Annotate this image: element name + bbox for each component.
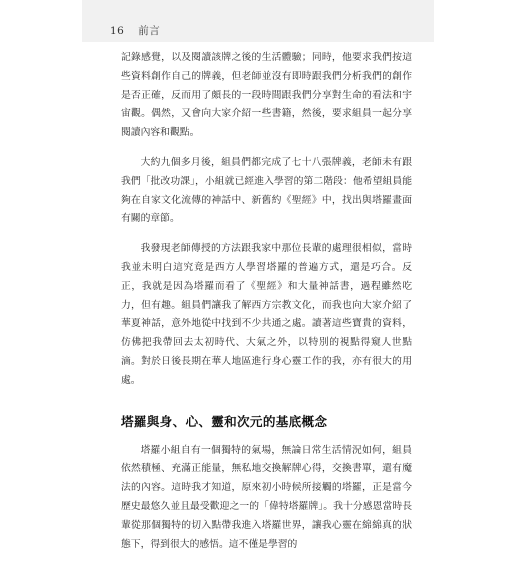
page-header [82,0,434,42]
section-heading: 塔羅與身、心、靈和次元的基底概念 [121,413,328,429]
page-number: 16 [110,25,125,37]
body-paragraph: 大約九個多月後，組員們都完成了七十八張牌義，老師未有跟我們「批改功課」，小組就已經進入學習的第二階段：他希望組員能夠在自家文化流傳的神話中、新舊約《聖經》中，找出與塔羅畫面有關的章節。 [121,156,412,225]
body-paragraph: 我發現老師傳授的方法跟我家中那位長輩的處理很相似，當時我並未明白這究竟是西方人學習塔羅的普遍方式，還是巧合。反正，我就是因為塔羅而看了《聖經》和大量神話書，過程雖然吃力，但有趣。組員們讓我了解西方宗教文化，而我也向大家介紹了華夏神話，意外地從中找到不少共通之處。讀著這些寶貴的資料，仿佛把我帶回去太初時代、大氣之外，以特別的視點得窺人世點滴。對於日後長期在華人地區進行身心靈工作的我，亦有很大的用處。 [121,243,412,386]
body-paragraph: 記錄感覺，以及閱讀該牌之後的生活體驗；同時，他要求我們按這些資料創作自己的牌義，但老師並沒有即時跟我們分析我們的創作是否正確，反而用了頗長的一段時間跟我們分享對生命的看法和宇宙觀。偶然，又會向大家介紹一些書籍，然後，要求組員一起分享閱讀內容和觀點。 [121,52,412,139]
chapter-title: 前言 [138,25,161,37]
book-page [82,0,434,550]
body-paragraph: 塔羅小組自有一個獨特的氣場，無論日常生活情況如何，組員依然積極、充滿正能量，無私地交換解牌心得，交換書單，還有魔法的內容。這時我才知道，原來初小時候所接觸的塔羅，正是當今歷史最悠久並且最受歡迎之一的「偉特塔羅牌」。我十分感恩當時長輩從那個獨特的切入點帶我進入塔羅世界，讓我心靈在綿綿真的狀態下，得到很大的感悟。這不僅是學習的 [121,444,412,550]
running-head [110,23,160,38]
page-body [121,49,412,565]
